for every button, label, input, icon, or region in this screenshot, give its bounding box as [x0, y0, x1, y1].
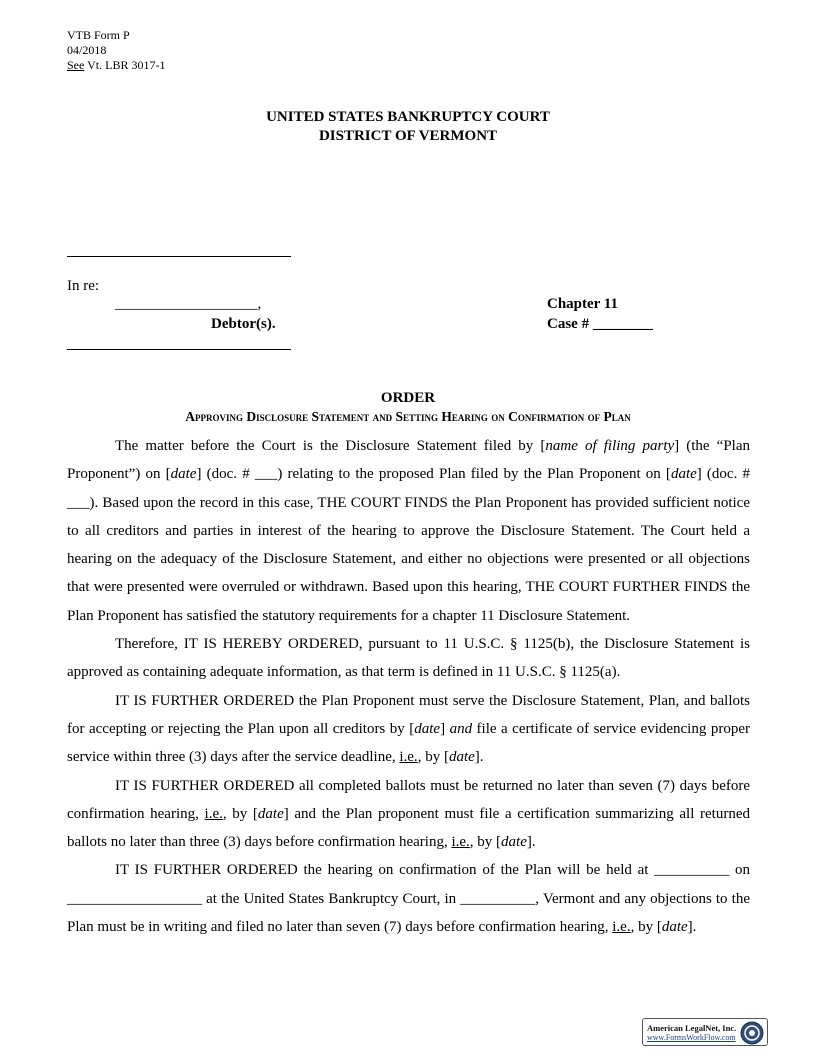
court-heading: [0, 108, 816, 146]
debtor-name-blank: ___________________,: [115, 296, 262, 312]
court-name: UNITED STATES BANKRUPTCY COURT: [266, 109, 550, 125]
globe-icon: [739, 1020, 765, 1046]
form-header: [67, 28, 165, 73]
form-reference: See Vt. LBR 3017-1: [67, 58, 166, 72]
order-subtitle: Approving Disclosure Statement and Setting Hearing on Confirmation of Plan: [185, 409, 631, 424]
caption-top-rule: [67, 256, 291, 257]
american-legalnet-logo[interactable]: [642, 1018, 768, 1046]
paragraph-ballots: IT IS FURTHER ORDERED all completed ballots must be returned no later than seven (7) days before confirmation hearing, i.e., by [date] and the Plan proponent must file a certification summarizing all returned ballots no later than three (3) days before confirmation hearing, i.e., by [date].: [67, 777, 750, 851]
chapter-label: Chapter 11: [547, 296, 618, 312]
case-number: Case # ________: [547, 316, 653, 332]
paragraph-service: IT IS FURTHER ORDERED the Plan Proponent must serve the Disclosure Statement, Plan, and ballots for accepting or rejecting the Plan upon all creditors by [date] and file a certificate of service evidencing proper service within three (3) days after the service deadline, i.e., by [date].: [67, 692, 750, 766]
in-re-label: In re:: [67, 278, 100, 294]
court-district: DISTRICT OF VERMONT: [318, 128, 498, 144]
paragraph-findings: The matter before the Court is the Disclosure Statement filed by [name of filing party] (the “Plan Proponent”) on [date] (doc. # ___) relating to the proposed Plan filed by the Plan Proponent on [date] (doc. # ___). Based upon the record in this case, THE COURT FINDS the Plan Proponent has provided sufficient notice to all creditors and parties in interest of the hearing to approve the Disclosure Statement. The Court held a hearing on the adequacy of the Disclosure Statement, and either no objections were presented or all objections that were presented were overruled or withdrawn. Based upon this hearing, THE COURT FURTHER FINDS the Plan Proponent has satisfied the statutory requirements for a chapter 11 Disclosure Statement.: [67, 438, 750, 624]
logo-company-name: American LegalNet, Inc.: [647, 1023, 737, 1033]
order-body: [67, 432, 750, 941]
form-name: VTB Form P: [67, 28, 130, 42]
paragraph-hearing: IT IS FURTHER ORDERED the hearing on confirmation of the Plan will be held at __________ on __________________ at the United States Bankruptcy Court, in __________, Vermont and any objections to the Plan must be in writing and filed no later than seven (7) days before confirmation hearing, i.e., by [date].: [67, 862, 750, 936]
logo-website-link[interactable]: www.FormsWorkFlow.com: [647, 1033, 736, 1042]
paragraph-approval: Therefore, IT IS HEREBY ORDERED, pursuant to 11 U.S.C. § 1125(b), the Disclosure Statement is approved as containing adequate information, as that term is defined in 11 U.S.C. § 1125(a).: [67, 636, 750, 681]
caption-bottom-rule: [67, 349, 291, 350]
debtor-label: Debtor(s).: [211, 316, 276, 332]
order-title: ORDER: [380, 390, 436, 406]
form-date: 04/2018: [67, 43, 107, 57]
